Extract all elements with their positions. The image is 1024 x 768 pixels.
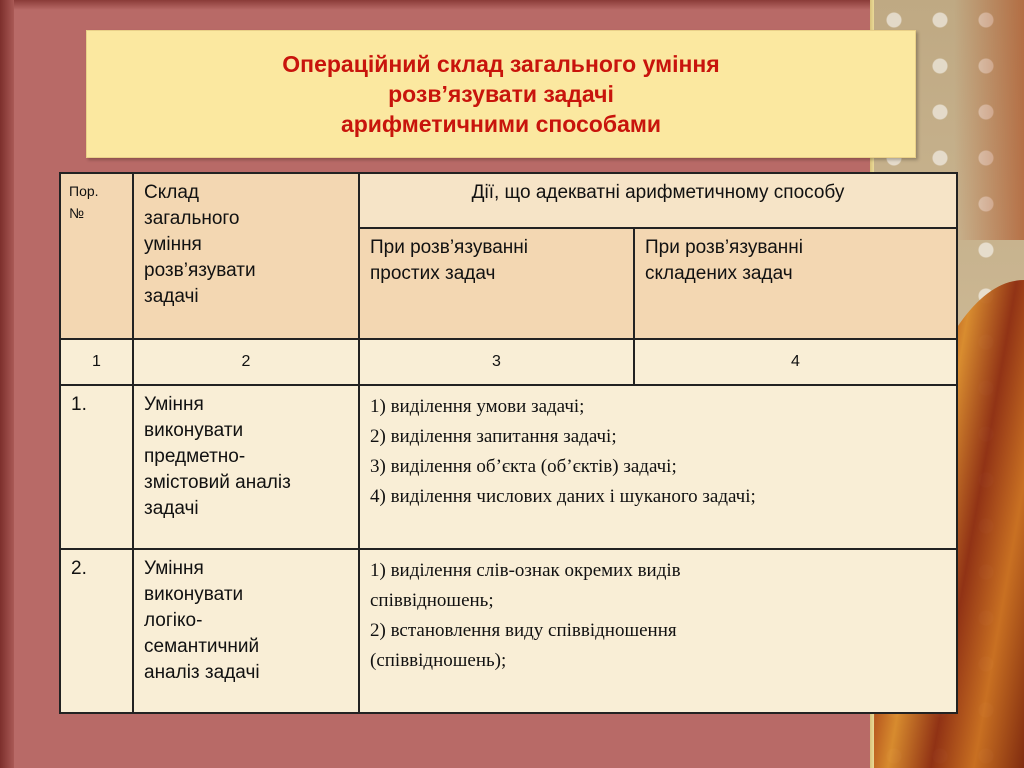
title-line-2: розв’язувати задачі [388, 81, 614, 107]
header-number [60, 173, 133, 339]
row-1-skill-line-4: змістовий аналіз [144, 471, 291, 493]
column-number-2: 2 [133, 339, 359, 385]
header-actions: Дії, що адекватні арифметичному способу [359, 173, 957, 228]
table-row [60, 549, 957, 713]
header-skill-line-5: задачі [144, 286, 199, 307]
skills-table [59, 172, 958, 714]
row-actions [359, 385, 957, 550]
header-skill-line-3: уміння [144, 234, 202, 255]
row-2-action-3: 2) встановлення виду співвідношення [370, 620, 677, 642]
row-2-action-4: (співвідношень); [370, 650, 507, 672]
row-2-skill-line-4: семантичний [144, 636, 260, 658]
header-number-line-1: Пор. [69, 183, 99, 199]
row-2-skill-line-5: аналіз задачі [144, 662, 260, 684]
curtain-top-decoration [954, 0, 1024, 240]
header-simple-line-1: При розв’язуванні [370, 237, 529, 259]
header-skill-line-4: розв’язувати [144, 260, 256, 281]
header-simple-tasks [359, 228, 634, 338]
row-1-skill-line-3: предметно- [144, 445, 246, 467]
header-skill-line-2: загального [144, 208, 240, 229]
row-1-action-2: 2) виділення запитання задачі; [370, 425, 617, 447]
skills-table-container [59, 172, 956, 714]
row-1-skill-line-1: Уміння [144, 393, 204, 415]
background-left-band [0, 0, 14, 768]
column-number-1: 1 [60, 339, 133, 385]
title-line-1: Операційний склад загального уміння [282, 51, 720, 77]
header-skill-line-1: Склад [144, 182, 199, 203]
row-2-skill-line-2: виконувати [144, 584, 244, 606]
slide-title-box [86, 30, 916, 158]
row-number: 1. [60, 385, 133, 550]
row-2-action-2: співвідношень; [370, 590, 494, 612]
row-actions [359, 549, 957, 713]
row-1-skill-line-2: виконувати [144, 419, 244, 441]
table-header-row-1 [60, 173, 957, 228]
table-row [60, 385, 957, 550]
row-2-action-1: 1) виділення слів-ознак окремих видів [370, 560, 681, 582]
row-1-action-4: 4) виділення числових даних і шуканого задачі; [370, 485, 756, 507]
row-1-action-1: 1) виділення умови задачі; [370, 395, 585, 417]
title-line-3: арифметичними способами [340, 111, 662, 137]
row-1-action-3: 3) виділення об’єкта (об’єктів) задачі; [370, 455, 677, 477]
row-skill [133, 549, 359, 713]
header-simple-line-2: простих задач [370, 263, 496, 285]
row-2-skill-line-3: логіко- [144, 610, 203, 632]
row-skill [133, 385, 359, 550]
column-number-3: 3 [359, 339, 634, 385]
header-skill [133, 173, 359, 339]
header-compound-tasks [634, 228, 957, 338]
row-1-skill-line-5: задачі [144, 497, 199, 519]
header-compound-line-2: складених задач [645, 263, 793, 285]
header-number-line-2: № [69, 205, 85, 221]
row-2-skill-line-1: Уміння [144, 558, 204, 580]
header-compound-line-1: При розв’язуванні [645, 237, 804, 259]
slide-title [282, 49, 719, 139]
row-number: 2. [60, 549, 133, 713]
column-number-4: 4 [634, 339, 957, 385]
column-numbers-row [60, 339, 957, 385]
